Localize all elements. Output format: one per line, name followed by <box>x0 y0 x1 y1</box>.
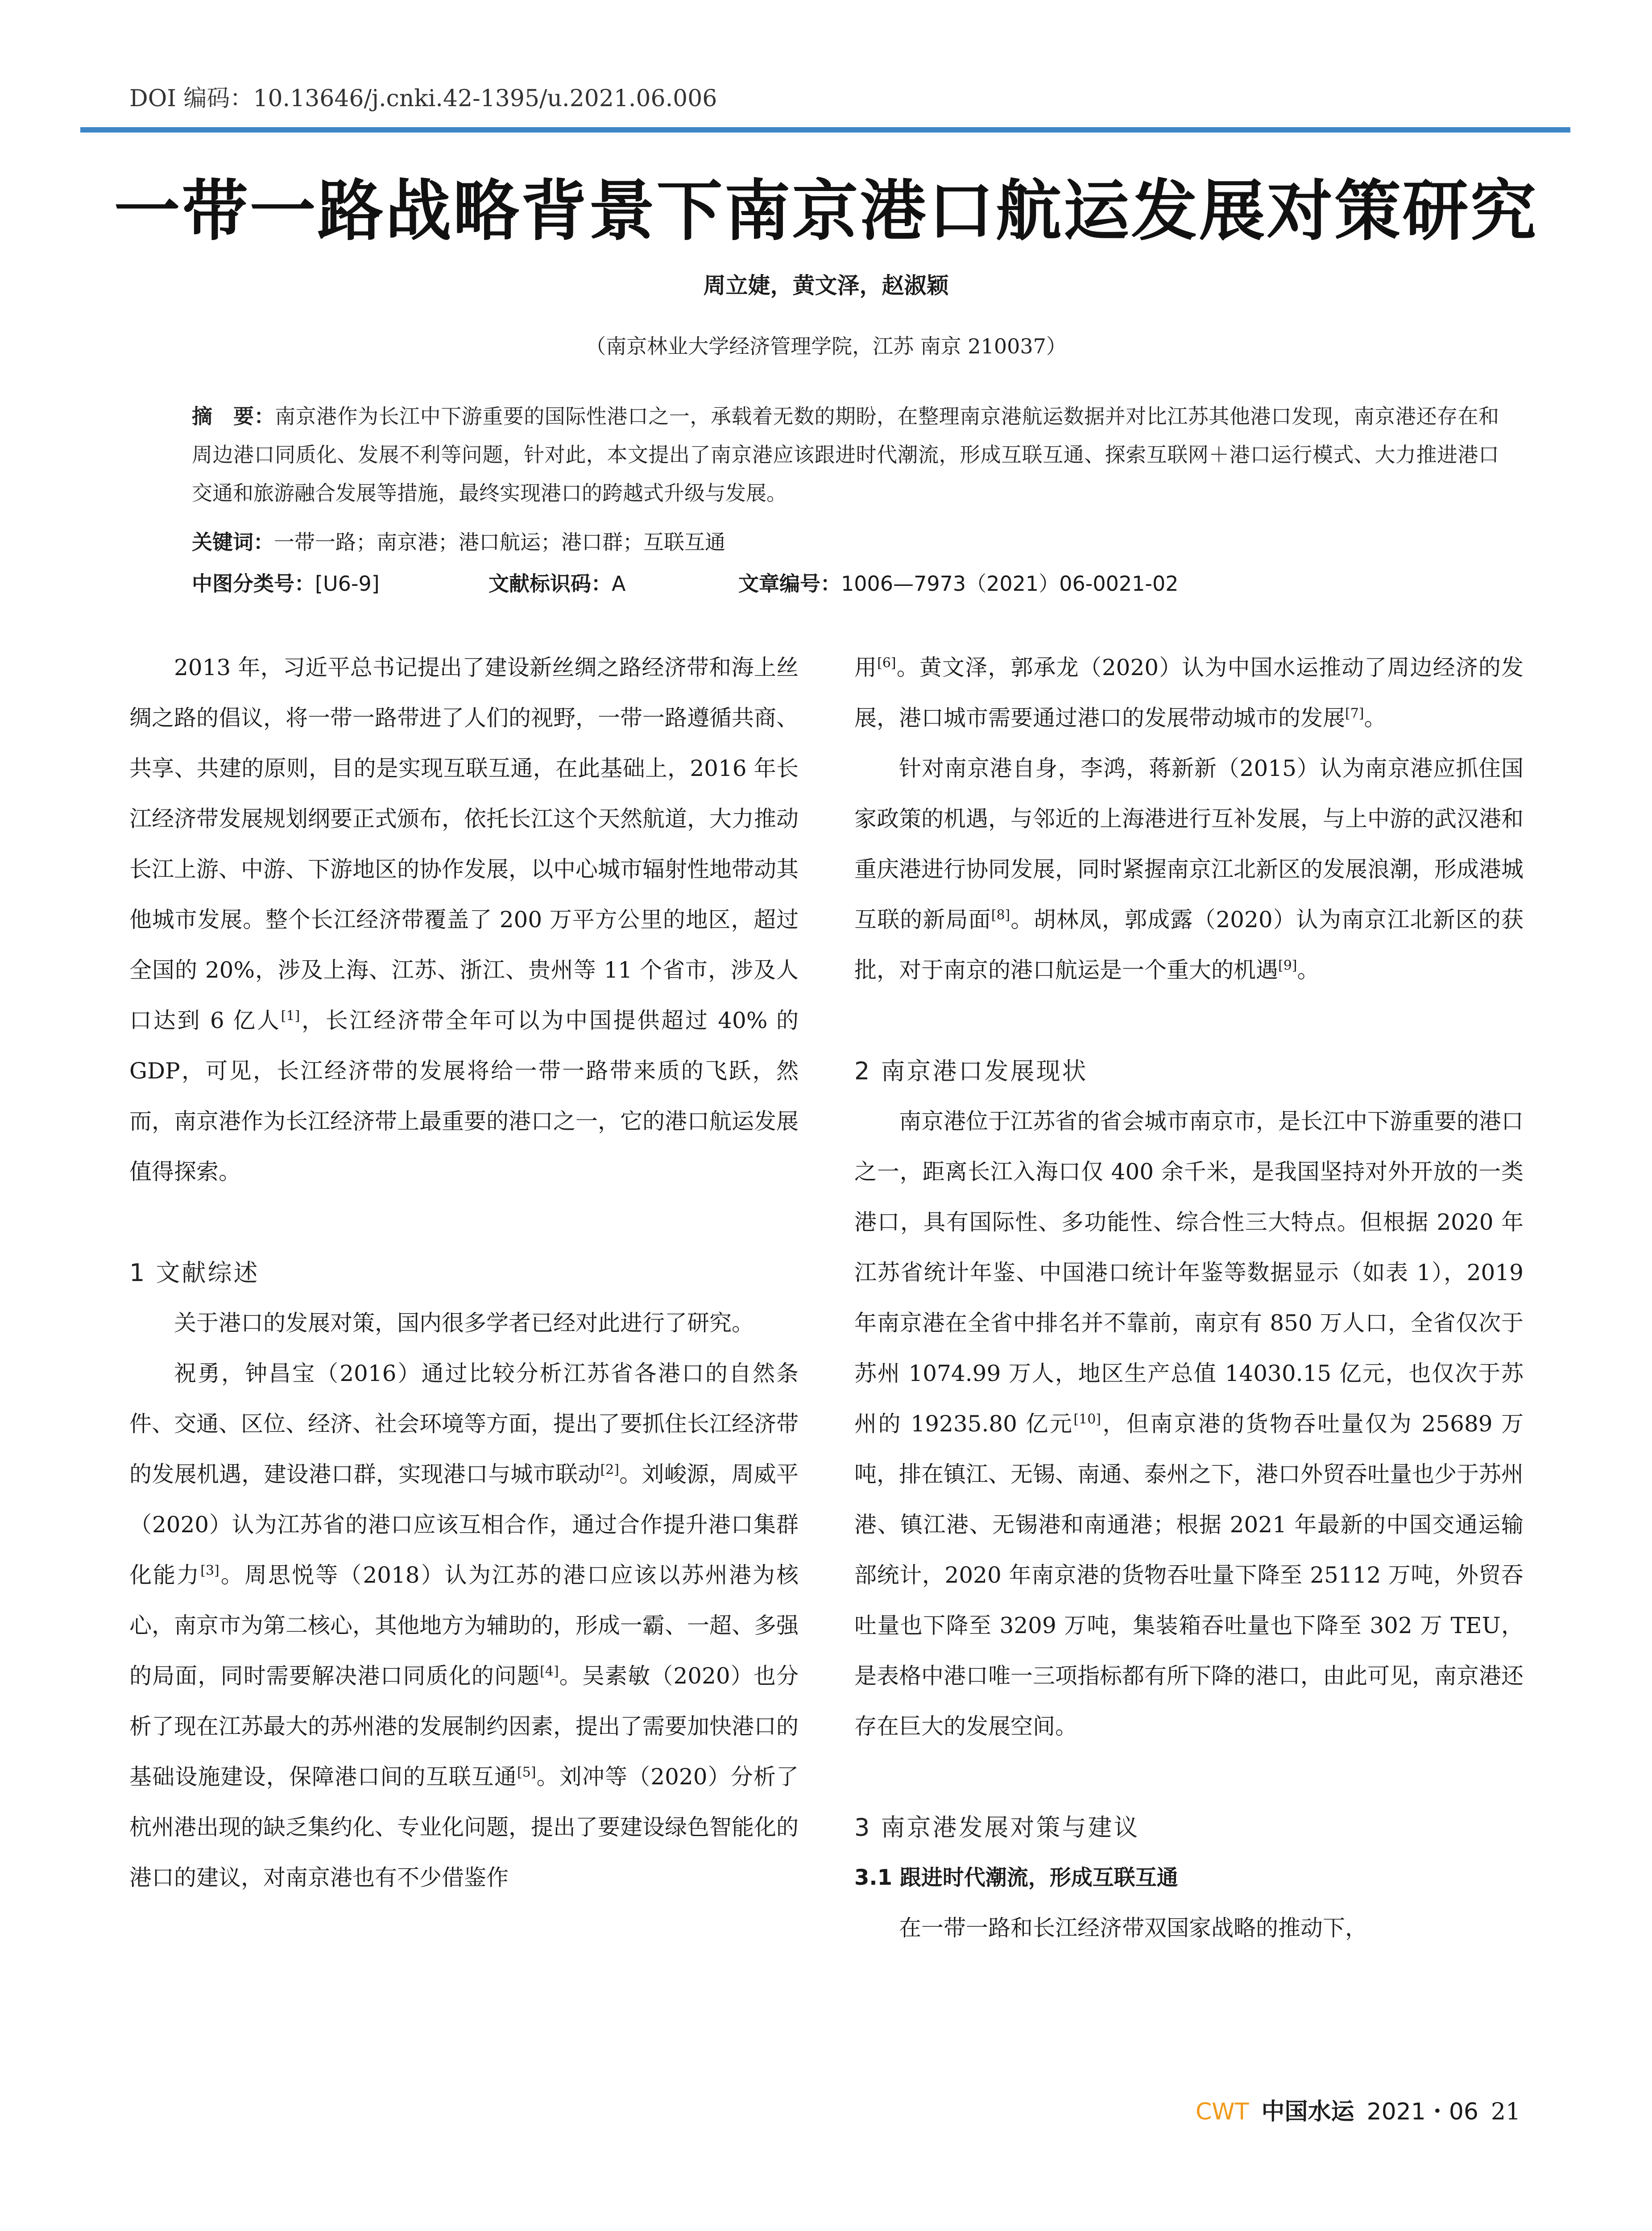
citation-1: [1] <box>281 1008 300 1024</box>
citation-7: [7] <box>1345 705 1364 722</box>
section-heading-3: 3 南京港发展对策与建议 <box>854 1813 1140 1841</box>
article-label: 文章编号： <box>738 572 841 596</box>
keywords-label: 关键词： <box>192 530 274 554</box>
article-number <box>738 570 1179 597</box>
clc-value: [U6-9] <box>315 572 380 596</box>
doi-line: DOI 编码：10.13646/j.cnki.42-1395/u.2021.06.006 <box>129 85 717 112</box>
abstract-label: 摘 要： <box>192 404 275 428</box>
citation-8: [8] <box>991 907 1010 923</box>
citation-5: [5] <box>517 1764 536 1780</box>
page-footer <box>1196 2093 1520 2126</box>
strategy-paragraph: 在一带一路和长江经济带双国家战略的推动下， <box>899 1915 1367 1941</box>
citation-6: [6] <box>877 655 896 671</box>
clc-label: 中图分类号： <box>192 572 315 596</box>
classification-line <box>192 570 1179 597</box>
doc-value: A <box>612 572 626 596</box>
citation-2: [2] <box>600 1462 619 1478</box>
left-column <box>129 643 799 1903</box>
review-paragraph-continued: 用[6]。黄文泽，郭承龙（2020）认为中国水运推动了周边经济的发展，港口城市需要通过港口的发展带动城市的发展[7]。 <box>854 655 1524 731</box>
subsection-heading-3-1: 3.1 跟进时代潮流，形成互联互通 <box>854 1865 1178 1890</box>
keywords-text: 一带一路；南京港；港口航运；港口群；互联互通 <box>274 530 725 554</box>
right-column <box>854 643 1524 1953</box>
doc-label: 文献标识码： <box>489 572 612 596</box>
page-number: 21 <box>1491 2098 1521 2125</box>
abstract <box>192 397 1499 512</box>
brand-logo: CWT <box>1196 2098 1249 2125</box>
affiliation: （南京林业大学经济管理学院，江苏 南京 210037） <box>585 334 1067 358</box>
review-paragraph-1: 关于港口的发展对策，国内很多学者已经对此进行了研究。 <box>174 1310 754 1336</box>
issue-number: 2021・06 <box>1366 2098 1479 2125</box>
intro-paragraph: 2013 年，习近平总书记提出了建设新丝绸之路经济带和海上丝绸之路的倡议，将一带一路带进了人们的视野，一带一路遵循共商、共享、共建的原则，目的是实现互联互通，在此基础上，2016 年长江经济带发展规划纲要正式颁布，依托长江这个天然航道，大力推动长江上游、中游、下游地区的协作发展，以中心城市辐射性地带动其他城市发展。整个长江经济带覆盖了 200 万平方公里的地区，超过全国的 20%，涉及上海、江苏、浙江、贵州等 11 个省市，涉及人口达到 6 亿人[1]，长江经济带全年可以为中国提供超过 40% 的 GDP，可见，长江经济带的发展将给一带一路带来质的飞跃，然而，南京港作为长江经济带上最重要的港口之一，它的港口航运发展值得探索。 <box>129 655 799 1185</box>
header-rule <box>80 127 1570 133</box>
abstract-text: 南京港作为长江中下游重要的国际性港口之一，承载着无数的期盼，在整理南京港航运数据并对比江苏其他港口发现，南京港还存在和周边港口同质化、发展不利等问题，针对此，本文提出了南京港应该跟进时代潮流，形成互联互通、探索互联网＋港口运行模式、大力推进港口交通和旅游融合发展等措施，最终实现港口的跨越式升级与发展。 <box>192 404 1499 505</box>
magazine-name: 中国水运 <box>1261 2098 1354 2125</box>
citation-3: [3] <box>200 1563 219 1579</box>
doc-code <box>489 570 738 597</box>
clc-code <box>192 570 489 597</box>
section-heading-2: 2 南京港口发展现状 <box>854 1057 1088 1085</box>
status-paragraph: 南京港位于江苏省的省会城市南京市，是长江中下游重要的港口之一，距离长江入海口仅 400 余千米，是我国坚持对外开放的一类港口，具有国际性、多功能性、综合性三大特点。但根据 2020 年江苏省统计年鉴、中国港口统计年鉴等数据显示（如表 1），2019 年南京港在全省中排名并不靠前，南京有 850 万人口，全省仅次于苏州 1074.99 万人，地区生产总值 14030.15 亿元，也仅次于苏州的 19235.80 亿元[10]，但南京港的货物吞吐量仅为 25689 万吨，排在镇江、无锡、南通、泰州之下，港口外贸吞吐量也少于苏州港、镇江港、无锡港和南通港；根据 2021 年最新的中国交通运输部统计，2020 年南京港的货物吞吐量下降至 25112 万吨，外贸吞吐量也下降至 3209 万吨，集装箱吞吐量也下降至 302 万 TEU，是表格中港口唯一三项指标都有所下降的港口，由此可见，南京港还存在巨大的发展空间。 <box>854 1108 1524 1739</box>
section-heading-1: 1 文献综述 <box>129 1259 260 1287</box>
review-paragraph-3: 针对南京港自身，李鸿，蒋新新（2015）认为南京港应抓住国家政策的机遇，与邻近的上海港进行互补发展，与上中游的武汉港和重庆港进行协同发展，同时紧握南京江北新区的发展浪潮，形成港城互联的新局面[8]。胡林凤，郭成露（2020）认为南京江北新区的获批，对于南京的港口航运是一个重大的机遇[9]。 <box>854 755 1524 983</box>
citation-10: [10] <box>1073 1411 1101 1427</box>
review-paragraph-2: 祝勇，钟昌宝（2016）通过比较分析江苏省各港口的自然条件、交通、区位、经济、社会环境等方面，提出了要抓住长江经济带的发展机遇，建设港口群，实现港口与城市联动[2]。刘峻源，周威平（2020）认为江苏省的港口应该互相合作，通过合作提升港口集群化能力[3]。周思悦等（2018）认为江苏的港口应该以苏州港为核心，南京市为第二核心，其他地方为辅助的，形成一霸、一超、多强的局面，同时需要解决港口同质化的问题[4]。吴素敏（2020）也分析了现在江苏最大的苏州港的发展制约因素，提出了需要加快港口的基础设施建设，保障港口间的互联互通[5]。刘冲等（2020）分析了杭州港出现的缺乏集约化、专业化问题，提出了要建设绿色智能化的港口的建议，对南京港也有不少借鉴作 <box>129 1360 799 1891</box>
citation-4: [4] <box>540 1663 559 1679</box>
paper-title: 一带一路战略背景下南京港口航运发展对策研究 <box>114 172 1538 249</box>
keywords <box>192 529 725 556</box>
authors: 周立婕，黄文泽，赵淑颖 <box>703 273 949 299</box>
citation-9: [9] <box>1278 958 1297 974</box>
article-value: 1006—7973（2021）06-0021-02 <box>841 572 1179 596</box>
